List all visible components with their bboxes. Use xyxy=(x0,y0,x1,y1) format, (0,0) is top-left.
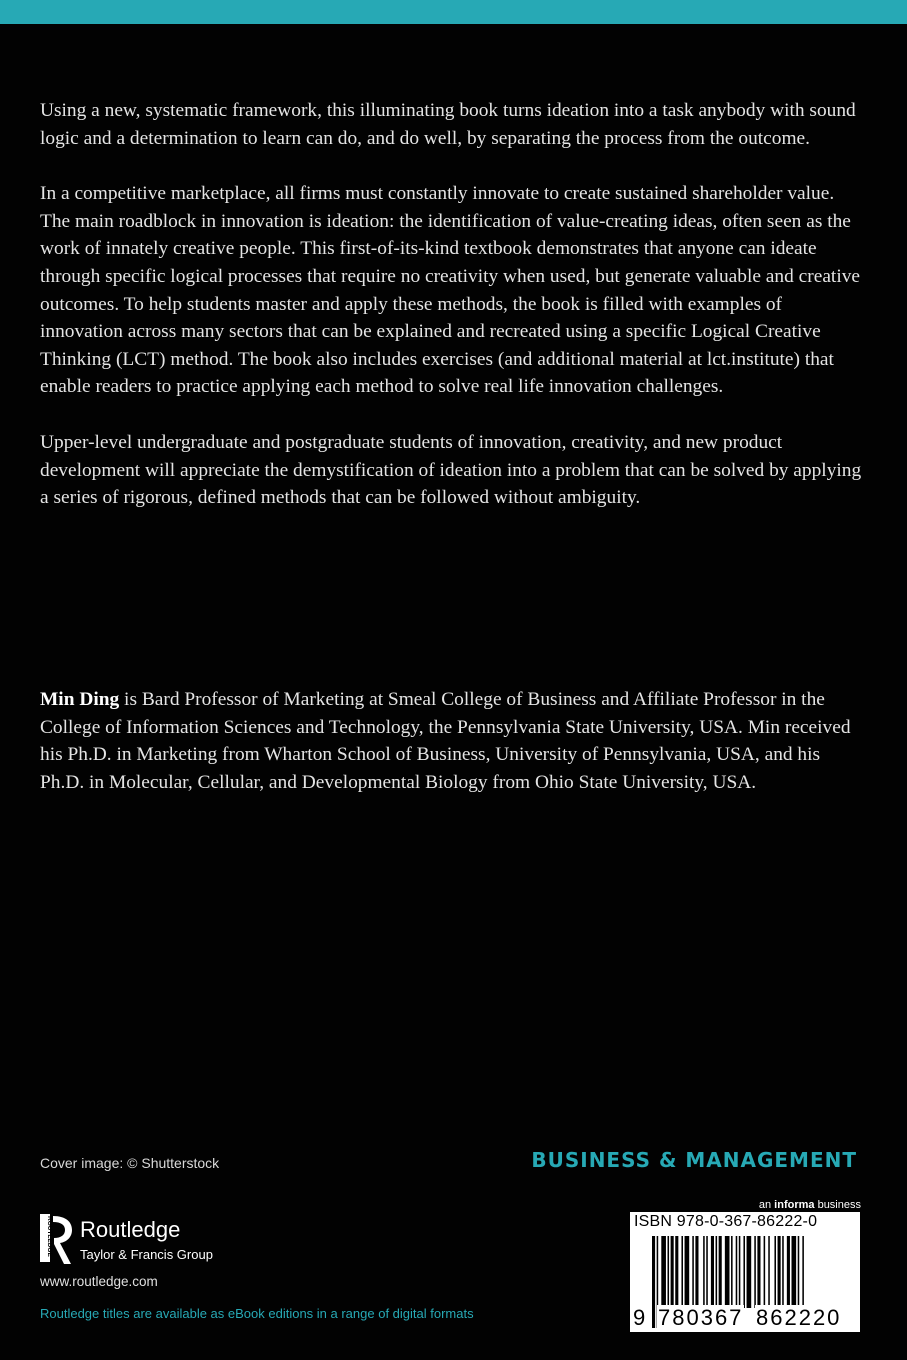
routledge-logo-icon xyxy=(40,1212,76,1268)
barcode-bar xyxy=(703,1236,705,1308)
informa-brand: informa xyxy=(774,1199,815,1211)
barcode-bar xyxy=(671,1236,674,1308)
ebook-availability-note: Routledge titles are available as eBook editions in a range of digital formats xyxy=(40,1306,474,1321)
barcode-bar xyxy=(695,1236,698,1308)
barcode-bar xyxy=(787,1236,790,1308)
barcode-bar xyxy=(692,1236,694,1308)
barcode-bar xyxy=(754,1236,756,1308)
barcode-bar xyxy=(739,1236,741,1308)
barcode-bar xyxy=(782,1236,784,1308)
barcode-digits xyxy=(630,1305,860,1331)
barcode-bar xyxy=(668,1236,670,1308)
barcode-bar xyxy=(757,1236,760,1308)
publisher-website: www.routledge.com xyxy=(40,1274,158,1289)
description-paragraph-1: Using a new, systematic framework, this illuminating book turns ideation into a task anybody with sound logic and a determination to learn can do, and do well, by separating the process from the outcome. xyxy=(40,100,856,149)
author-name: Min Ding xyxy=(40,689,120,710)
barcode-bar xyxy=(736,1236,738,1308)
barcode-bar xyxy=(719,1236,722,1308)
isbn-barcode xyxy=(630,1212,860,1332)
book-description xyxy=(40,97,868,540)
subject-category: BUSINESS & MANAGEMENT xyxy=(531,1148,857,1172)
barcode-bar xyxy=(747,1236,752,1308)
description-paragraph-3: Upper-level undergraduate and postgraduate students of innovation, creativity, and new product development will appreciate the demystification of ideation into a problem that can be solved by applying a series of rigorous, defined methods that can be followed without ambiguity. xyxy=(40,431,862,509)
isbn-label: ISBN 978-0-367-86222-0 xyxy=(634,1213,818,1230)
author-bio xyxy=(40,686,868,796)
barcode-digit-first: 9 xyxy=(633,1305,646,1330)
barcode-bar xyxy=(685,1236,690,1308)
barcode-bar xyxy=(792,1236,797,1308)
publisher-name: Routledge xyxy=(80,1217,181,1242)
barcode-bar xyxy=(798,1236,800,1308)
informa-business-tag: an informa business xyxy=(758,1199,861,1211)
routledge-logo xyxy=(40,1212,260,1268)
barcode-digit-group-2: 862220 xyxy=(756,1305,842,1330)
barcode-bar xyxy=(711,1236,714,1308)
barcode-digit-group-1: 780367 xyxy=(658,1305,744,1330)
top-accent-band xyxy=(0,0,907,24)
publisher-group: Taylor & Francis Group xyxy=(80,1247,213,1262)
barcode-bar xyxy=(743,1236,745,1308)
barcode-bar xyxy=(764,1236,766,1308)
description-paragraph-2: In a competitive marketplace, all firms must constantly innovate to create sustained shareholder value. The main roadblock in innovation is ideation: the identification of value-creating ideas, often seen as the work of innately creative people. This first-of-its-kind textbook demonstrates that anyone can ideate through specific logical processes that require no creativity when used, but generate valuable and creative outcomes. To help students master and apply these methods, the book is filled with examples of innovation across many sectors that can be explained and recreated using a specific Logical Creative Thinking (LCT) method. The book also includes exercises (and additional material at lct.institute) that enable readers to practice applying each method to solve real life innovation challenges. xyxy=(40,183,861,398)
barcode-bar xyxy=(675,1236,678,1308)
barcode-bar xyxy=(778,1236,781,1308)
cover-image-credit: Cover image: © Shutterstock xyxy=(40,1155,220,1171)
author-bio-text: is Bard Professor of Marketing at Smeal College of Business and Affiliate Professor in the College of Information Sciences and Technology, the Pennsylvania State University, USA. Min received his Ph.D. in Marketing from Wharton School of Business, University of Pennsylvania, USA, and his Ph.D. in Molecular, Cellular, and Developmental Biology from Ohio State University, USA. xyxy=(40,689,851,793)
barcode-bar xyxy=(681,1236,683,1308)
barcode-bar xyxy=(706,1236,708,1308)
barcode-bar xyxy=(661,1236,666,1308)
barcode-bar xyxy=(716,1236,718,1308)
barcode-bar xyxy=(774,1236,776,1308)
barcode-bar xyxy=(725,1236,730,1308)
barcode-bar xyxy=(768,1236,770,1308)
routledge-vertical-wordmark: ROUTLEDGE xyxy=(46,1216,53,1257)
